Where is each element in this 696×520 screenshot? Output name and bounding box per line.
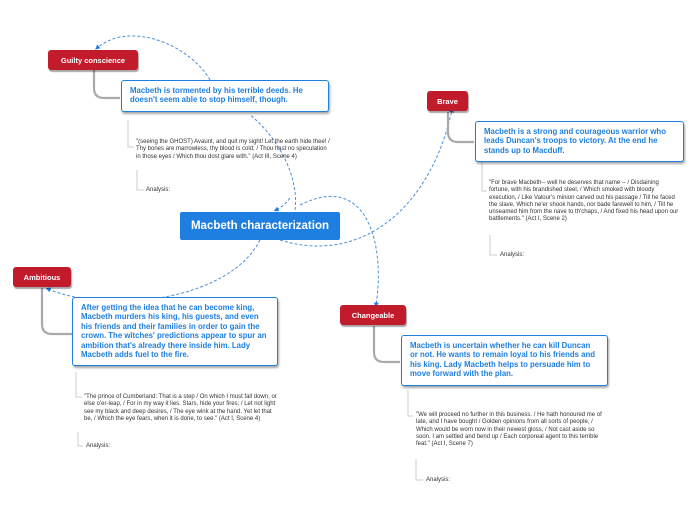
ambitious-analysis[interactable]: Analysis: [86,443,111,449]
brave-analysis[interactable]: Analysis: [500,252,525,258]
connector-brave-quote [482,162,487,191]
changeable-quote[interactable]: "We will proceed no further in this business. / He hath honoured me of late, and I have bought / Golden opinions from all sorts of people, / Which would be worn now in their newest gloss, / Not cast aside so soon. I am settled and bend up / Each corporeal agent to this terrible feat." (Act I, Scene 7) [416,412,602,448]
connector-brave [448,112,474,142]
changeable-description[interactable]: Macbeth is uncertain whether he can kill Duncan or not. He wants to remain loyal to his friends and his king. Lady Macbeth helps to persuade him to move forward with the plan. [401,335,608,386]
connector-changeable-analysis [416,459,423,480]
connector-guilty-quote [128,120,134,147]
brave-quote[interactable]: "For brave Macbeth-- well he deserves that name -- / Disdaining fortune, with his brandished steel, / Which smoked with bloody execution, / Like Valour's minion carved out his passage / Till he faced the slave, Which ne'er shook hands, nor bade farewell to him, / Till he unseamed him from the nave to th'chaps, / And fixed his head upon our battlements." (Act I, Scene 2) [489,180,679,223]
guilty-analysis[interactable]: Analysis: [146,187,171,193]
guilty-description[interactable]: Macbeth is tormented by his terrible deeds. He doesn't seem able to stop himself, though. [121,80,329,112]
topic-guilty-conscience[interactable]: Guilty conscience [48,50,138,70]
ambitious-quote[interactable]: "The prince of Cumberland: That is a step / On which I must fall down, or else o'er-leap, / For in my way it lies. Stars, hide your fires; / Let not light see my black and deep desires, / The eye wink at the hand. Yet let that be, / Which the eye fears, when it is done, to see." (Act I, Scene 4) [84,394,277,422]
topic-ambitious[interactable]: Ambitious [13,267,71,287]
guilty-quote[interactable]: "(seeing the GHOST) Avaunt, and quit my sight! Let the earth hide thee! / Thy bones are marrowless, thy blood is cold; / Thou hast no speculation in those eyes / Which thou dost glare with." (Act III, Scene 4) [136,139,330,160]
topic-brave[interactable]: Brave [427,91,468,111]
connector-guilty-analysis [137,170,144,190]
connector-ambitious-analysis [78,432,83,446]
link-central-marker [276,198,290,210]
central-topic[interactable]: Macbeth characterization [180,212,340,240]
connector-changeable [374,326,400,362]
brave-description[interactable]: Macbeth is a strong and courageous warrior who leads Duncan's troops to victory. At the end he stands up to Macduff. [475,121,684,162]
ambitious-description[interactable]: After getting the idea that he can become king, Macbeth murders his king, his guests, and even his friends and their families in order to gain the crown. The witches' predictions appear to spur an ambition that's already there inside him. Lady Macbeth adds fuel to the fire. [72,297,278,366]
connector-ambitious-quote [76,372,82,397]
connector-brave-analysis [490,235,497,255]
link-ambitious-link [48,240,260,301]
connector-guilty [94,70,120,98]
connector-changeable-quote [408,390,413,416]
changeable-analysis[interactable]: Analysis: [426,477,451,483]
topic-changeable[interactable]: Changeable [340,305,406,325]
link-central-to-guilty [250,115,296,210]
